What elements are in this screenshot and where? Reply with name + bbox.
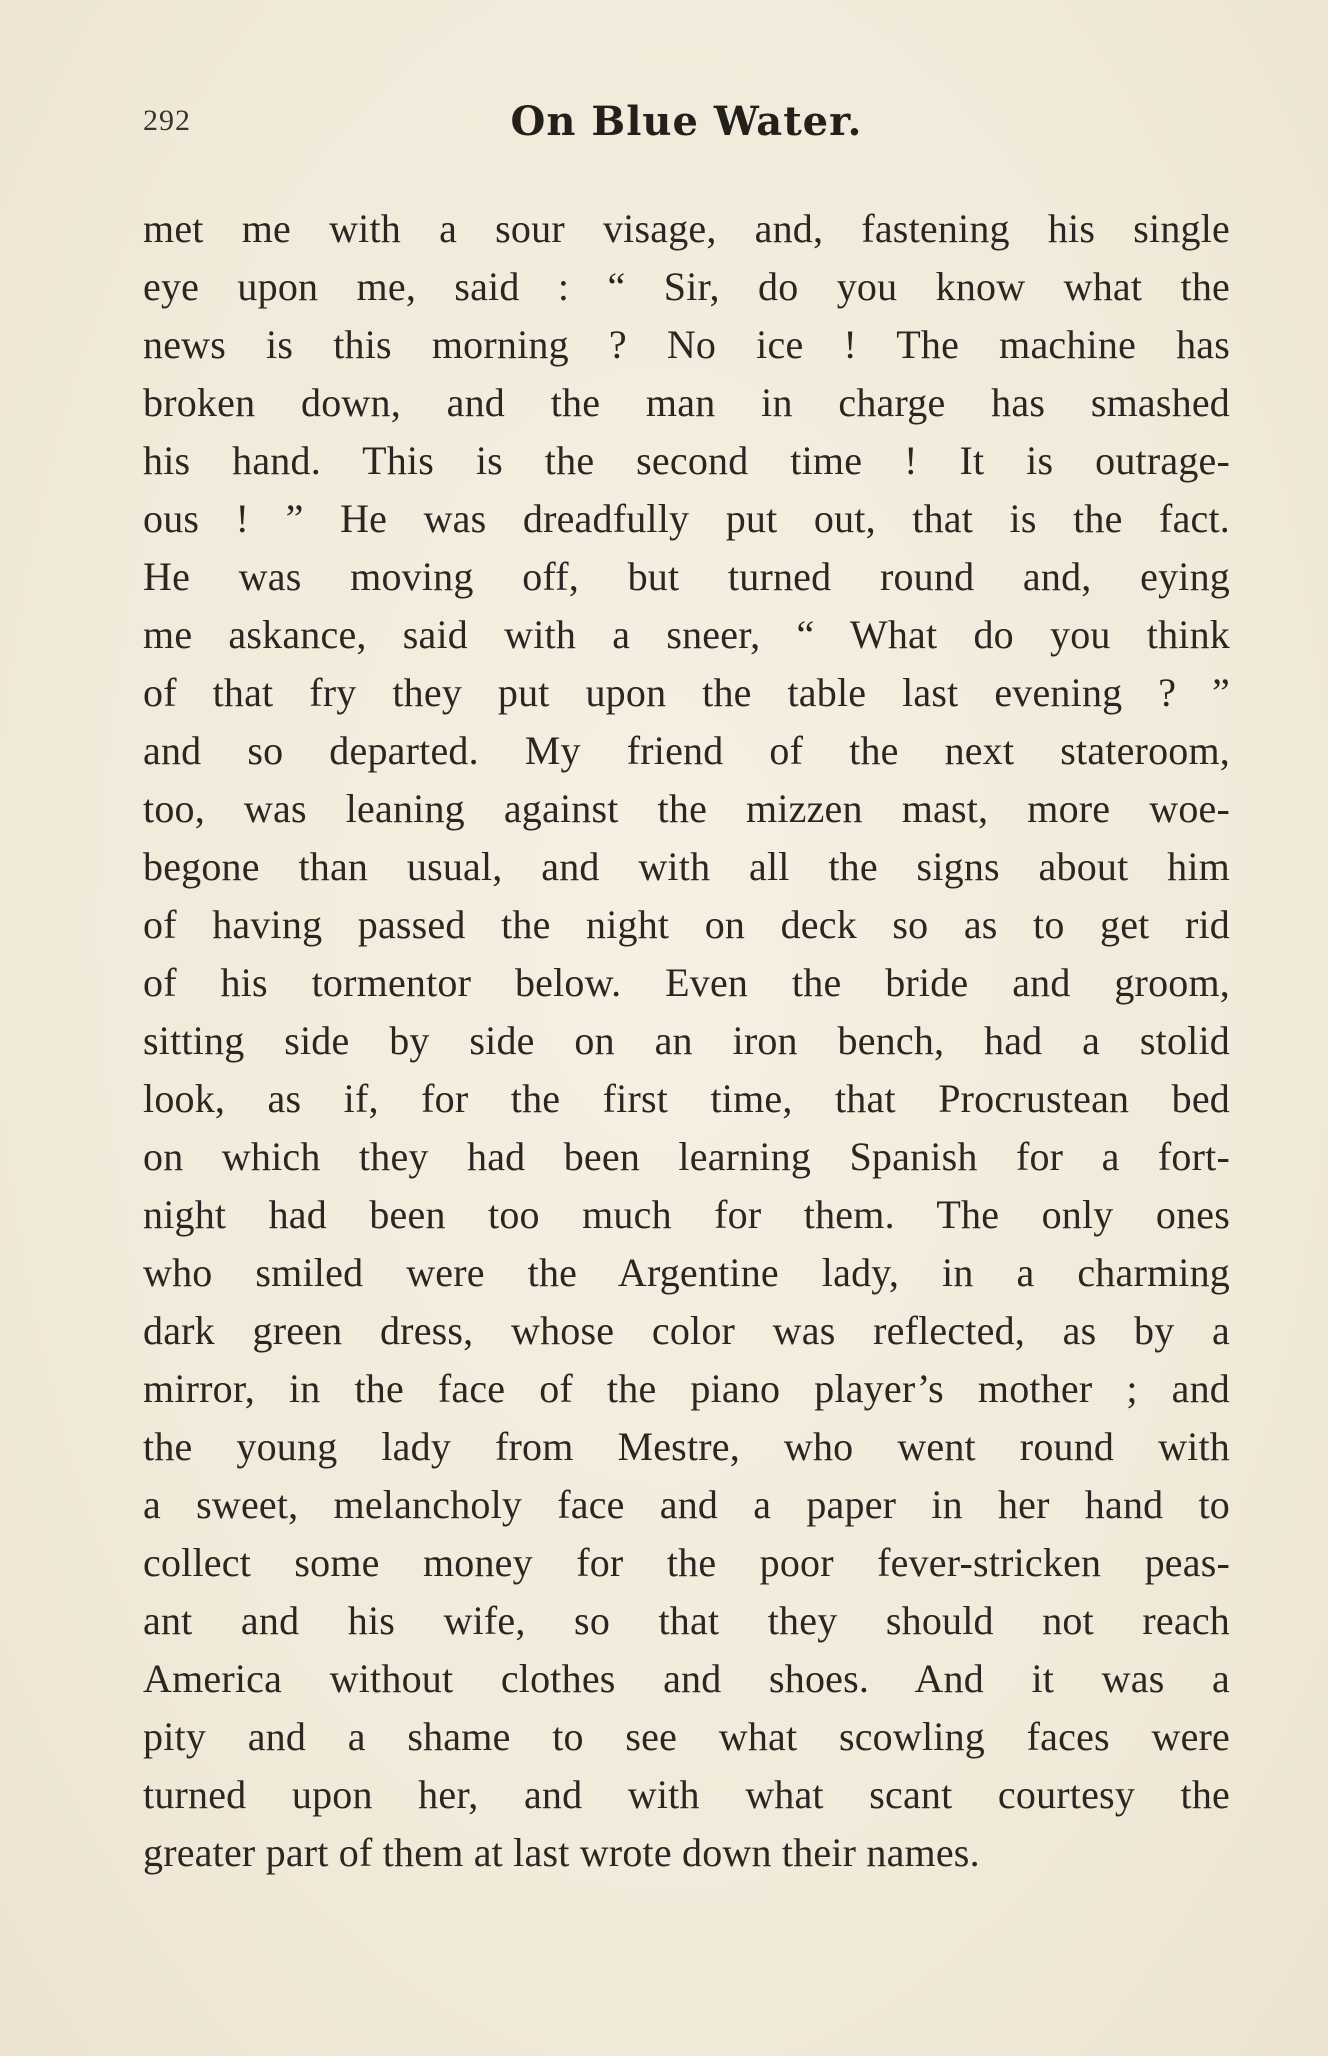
page-number: 292: [143, 104, 191, 137]
text-line: greater part of them at last wrote down their names.: [143, 1830, 980, 1875]
text-line: of that fry they put upon the table last evening ? ”: [143, 670, 1230, 715]
text-line: America without clothes and shoes. And it was a: [143, 1656, 1230, 1701]
text-line: turned upon her, and with what scant courtesy the: [143, 1772, 1230, 1817]
text-line: ant and his wife, so that they should not reach: [143, 1598, 1230, 1643]
text-line: a sweet, melancholy face and a paper in her hand to: [143, 1482, 1230, 1527]
text-line: begone than usual, and with all the signs about him: [143, 844, 1230, 889]
text-line: on which they had been learning Spanish for a fort-: [143, 1134, 1230, 1179]
text-line: night had been too much for them. The only ones: [143, 1192, 1230, 1237]
running-title: On Blue Water.: [510, 98, 863, 145]
text-line: of his tormentor below. Even the bride and groom,: [143, 960, 1230, 1005]
text-line: look, as if, for the first time, that Procrustean bed: [143, 1076, 1230, 1121]
text-line: the young lady from Mestre, who went round with: [143, 1424, 1230, 1469]
text-line: eye upon me, said : “ Sir, do you know what the: [143, 264, 1230, 309]
text-line: me askance, said with a sneer, “ What do you think: [143, 612, 1230, 657]
text-line: sitting side by side on an iron bench, had a stolid: [143, 1018, 1230, 1063]
text-line: He was moving off, but turned round and, eying: [143, 554, 1230, 599]
text-line: news is this morning ? No ice ! The machine has: [143, 322, 1230, 367]
text-line: ous ! ” He was dreadfully put out, that is the fact.: [143, 496, 1230, 541]
text-line: dark green dress, whose color was reflected, as by a: [143, 1308, 1230, 1353]
text-line: who smiled were the Argentine lady, in a charming: [143, 1250, 1230, 1295]
text-line: of having passed the night on deck so as to get rid: [143, 902, 1230, 947]
text-line: pity and a shame to see what scowling faces were: [143, 1714, 1230, 1759]
text-line: too, was leaning against the mizzen mast, more woe-: [143, 786, 1230, 831]
text-line: collect some money for the poor fever-stricken peas-: [143, 1540, 1230, 1585]
text-line: broken down, and the man in charge has smashed: [143, 380, 1230, 425]
text-line: mirror, in the face of the piano player’s mother ; and: [143, 1366, 1230, 1411]
text-line: his hand. This is the second time ! It is outrage-: [143, 438, 1230, 483]
text-line: met me with a sour visage, and, fastening his single: [143, 206, 1230, 251]
body-text: [143, 200, 1230, 1882]
page-header: [143, 98, 1230, 158]
text-line: and so departed. My friend of the next stateroom,: [143, 728, 1230, 773]
